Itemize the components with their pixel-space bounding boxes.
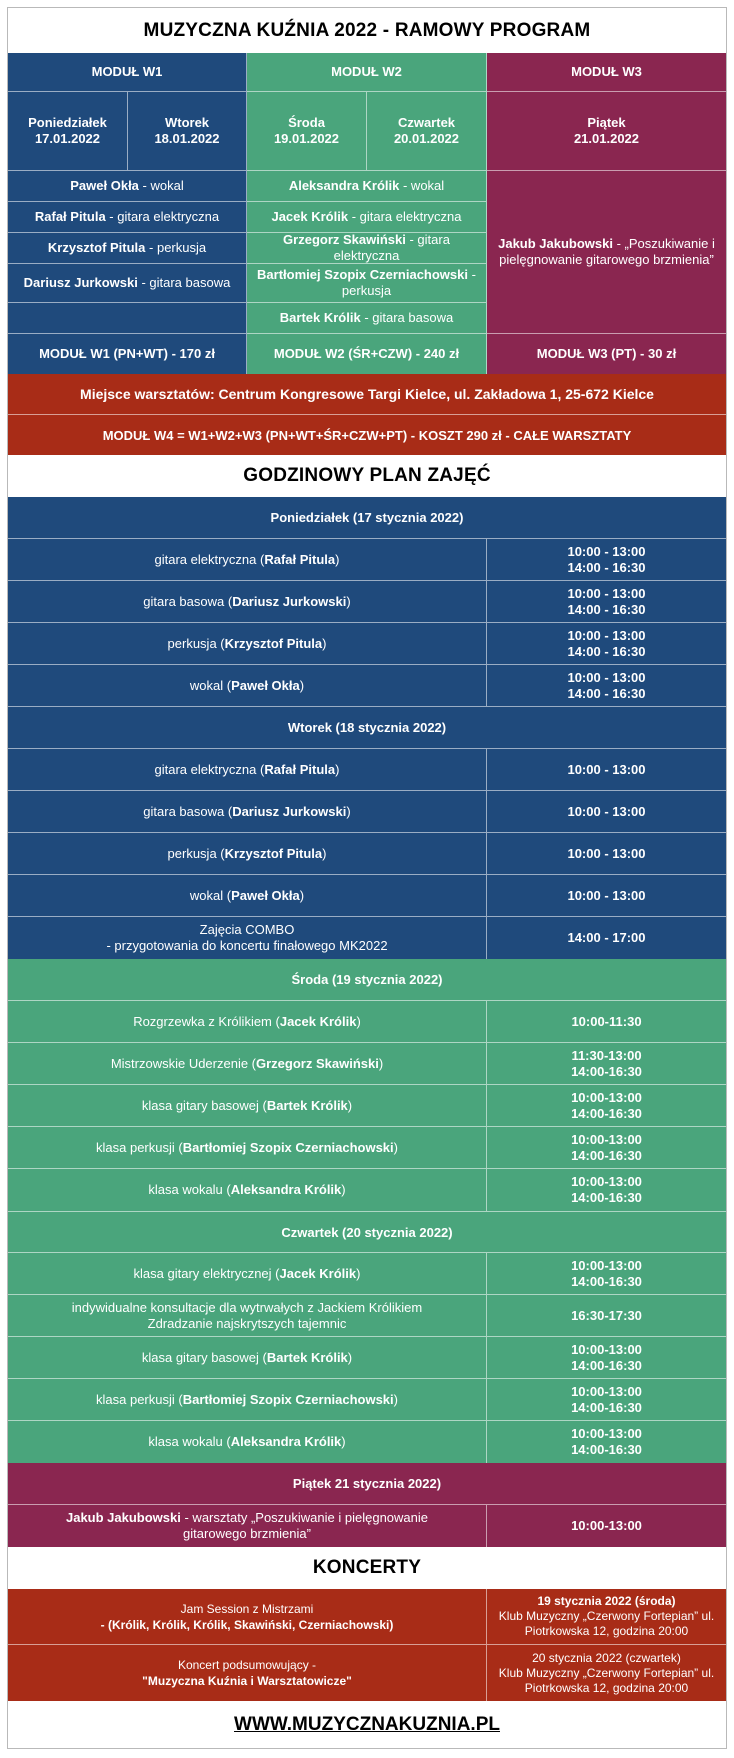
module-w4: MODUŁ W4 = W1+W2+W3 (PN+WT+ŚR+CZW+PT) - KOSZT 290 zł - CAŁE WARSZTATY [8, 415, 726, 455]
w2-instructor [247, 233, 487, 264]
paren: ) [393, 1391, 398, 1407]
concert-date: 20 stycznia 2022 (czwartek) [532, 1650, 681, 1665]
schedule-row-times [487, 1253, 726, 1295]
paren: ) [299, 887, 305, 903]
schedule-row-label [8, 917, 487, 959]
schedule-row-times [487, 1001, 726, 1043]
instructor-name: Jakub Jakubowski [498, 236, 613, 251]
schedule-row-label [8, 791, 487, 833]
paren: ) [347, 1097, 353, 1113]
w1-instructor [8, 171, 247, 202]
day-header-monday: Poniedziałek (17 stycznia 2022) [8, 497, 726, 539]
schedule-row-times [487, 581, 726, 623]
time-slot: 14:00-16:30 [571, 1357, 642, 1373]
time-slot: 14:00-16:30 [571, 1063, 642, 1079]
instructor-name: Jacek Królik [271, 209, 349, 224]
time-slot: 14:00 - 16:30 [567, 601, 646, 617]
class-name: wokal ( [189, 887, 232, 903]
instructor-role: - gitara elektryczna [333, 232, 450, 263]
price-w2: MODUŁ W2 (ŚR+CZW) - 240 zł [247, 334, 487, 374]
time-slot: 14:00 - 17:00 [567, 930, 646, 945]
time-slot: 14:00-16:30 [571, 1190, 642, 1205]
time-slot: 16:30-17:30 [571, 1307, 642, 1323]
class-name: klasa perkusji ( [96, 1391, 183, 1407]
teacher-name: Rafał Pitula [264, 551, 336, 567]
schedule-row-times [487, 1043, 726, 1085]
schedule-row-label [8, 1253, 487, 1295]
concert-line1: Jam Session z Mistrzami [180, 1601, 314, 1616]
day-monday-name: Poniedziałek [28, 115, 107, 130]
day-wednesday [247, 92, 367, 171]
teacher-name: Jacek Królik [279, 1013, 357, 1029]
paren: ) [347, 1349, 353, 1365]
concert-description [8, 1645, 487, 1701]
time-slot: 10:00 - 13:00 [567, 543, 646, 559]
schedule-row-label [8, 1505, 487, 1547]
class-name: klasa gitary basowej ( [141, 1097, 267, 1113]
instructor-name: Grzegorz Skawiński [283, 232, 406, 247]
paren: ) [356, 1013, 361, 1029]
schedule-row-label [8, 1127, 487, 1169]
instructor-role: - gitara elektryczna [348, 209, 462, 224]
paren: ) [322, 845, 327, 861]
schedule-row-times [487, 1505, 726, 1547]
class-name: klasa gitary basowej ( [141, 1349, 267, 1365]
w1-instructor [8, 233, 247, 264]
time-slot: 10:00-13:00 [571, 1131, 642, 1147]
instructor-role: - „Poszukiwanie i pielęgnowanie gitarowego brzmienia” [499, 236, 715, 267]
instructor-role: - gitara basowa [360, 310, 454, 325]
time-slot: 10:00-13:00 [571, 1174, 642, 1189]
instructor-role: - wokal [399, 178, 445, 193]
time-slot: 10:00-13:00 [571, 1518, 642, 1533]
concert-description [8, 1589, 487, 1645]
schedule-row-label [8, 581, 487, 623]
schedule-row-label [8, 1085, 487, 1127]
class-subtitle: - przygotowania do koncertu finałowego MK2022 [106, 938, 388, 953]
schedule-row-label [8, 539, 487, 581]
time-slot: 10:00 - 13:00 [567, 887, 646, 903]
time-slot: 11:30-13:00 [571, 1047, 642, 1063]
teacher-name: Aleksandra Królik [230, 1434, 342, 1449]
time-slot: 14:00 - 16:30 [567, 643, 646, 659]
concert-place: Klub Muzyczny „Czerwony Fortepian” ul. Piotrkowska 12, godzina 20:00 [498, 1665, 715, 1695]
schedule-row-times [487, 875, 726, 917]
schedule-row-times [487, 665, 726, 707]
price-w3: MODUŁ W3 (PT) - 30 zł [487, 334, 726, 374]
paren: ) [346, 593, 351, 609]
day-header-wednesday: Środa (19 stycznia 2022) [8, 959, 726, 1001]
class-name: indywidualne konsultacje dla wytrwałych z Jackiem Królikiem [71, 1299, 423, 1315]
day-wednesday-name: Środa [288, 115, 325, 130]
schedule-row-label [8, 665, 487, 707]
paren: ) [378, 1055, 384, 1071]
class-name: perkusja ( [167, 845, 225, 861]
time-slot: 10:00-11:30 [571, 1013, 642, 1029]
w1-empty-cell [8, 303, 247, 334]
module-w2-header: MODUŁ W2 [247, 53, 487, 92]
class-name: klasa perkusji ( [96, 1139, 183, 1155]
class-name: gitara basowa ( [143, 593, 233, 609]
schedule-row-times [487, 1169, 726, 1211]
class-name: Zajęcia COMBO [199, 922, 295, 937]
teacher-name: Bartłomiej Szopix Czerniachowski [182, 1139, 394, 1155]
price-w1: MODUŁ W1 (PN+WT) - 170 zł [8, 334, 247, 374]
teacher-name: Paweł Okła [231, 887, 300, 903]
concert-details [487, 1589, 726, 1645]
schedule-row-label [8, 1295, 487, 1337]
schedule-row-times [487, 1421, 726, 1463]
time-slot: 14:00-16:30 [571, 1147, 642, 1163]
class-name: klasa wokalu ( [148, 1182, 231, 1197]
teacher-name: Rafał Pitula [264, 761, 336, 777]
w1-instructor [8, 202, 247, 233]
schedule-row-times [487, 791, 726, 833]
instructor-name: Bartłomiej Szopix Czerniachowski [257, 267, 468, 282]
time-slot: 14:00-16:30 [571, 1105, 642, 1121]
instructor-name: Dariusz Jurkowski [23, 275, 138, 290]
schedule-row-times [487, 749, 726, 791]
time-slot: 10:00 - 13:00 [567, 845, 646, 861]
schedule-row-times [487, 917, 726, 959]
concert-place: Klub Muzyczny „Czerwony Fortepian” ul. Piotrkowska 12, godzina 20:00 [498, 1609, 715, 1638]
schedule-row-times [487, 539, 726, 581]
time-slot: 14:00-16:30 [571, 1273, 642, 1289]
paren: ) [322, 635, 327, 651]
teacher-name: Krzysztof Pitula [224, 845, 323, 861]
paren: ) [346, 803, 351, 819]
paren: ) [393, 1139, 398, 1155]
module-w1-header: MODUŁ W1 [8, 53, 247, 92]
instructor-name: Paweł Okła [70, 178, 139, 193]
concert-line2: - (Królik, Królik, Królik, Skawiński, Czerniachowski) [100, 1617, 394, 1632]
class-name: Mistrzowskie Uderzenie ( [110, 1055, 257, 1071]
concert-details [487, 1645, 726, 1701]
website-link[interactable]: WWW.MUZYCZNAKUZNIA.PL [234, 1713, 500, 1735]
schedule-row-times [487, 1127, 726, 1169]
w2-instructor [247, 202, 487, 233]
class-name: - warsztaty „Poszukiwanie i pielęgnowanie gitarowego brzmienia” [180, 1510, 428, 1541]
day-friday-name: Piątek [587, 115, 626, 130]
time-slot: 10:00 - 13:00 [567, 803, 646, 819]
teacher-name: Dariusz Jurkowski [232, 593, 347, 609]
schedule-row-label [8, 1337, 487, 1379]
schedule-row-label [8, 875, 487, 917]
class-name: klasa gitary elektrycznej ( [133, 1265, 280, 1281]
day-tuesday [128, 92, 247, 171]
instructor-role: - gitara basowa [137, 275, 231, 290]
instructor-role: - wokal [138, 178, 184, 193]
schedule-row-label [8, 1421, 487, 1463]
class-name: perkusja ( [167, 635, 225, 651]
day-header-friday: Piątek 21 stycznia 2022) [8, 1463, 726, 1505]
time-slot: 10:00 - 13:00 [567, 585, 646, 601]
schedule-row-label [8, 1043, 487, 1085]
instructor-role: - perkusja [341, 267, 476, 298]
time-slot: 10:00-13:00 [571, 1426, 642, 1441]
time-slot: 14:00-16:30 [571, 1442, 642, 1457]
time-slot: 10:00-13:00 [571, 1383, 642, 1399]
day-friday [487, 92, 726, 171]
schedule-row-label [8, 749, 487, 791]
schedule-row-times [487, 833, 726, 875]
schedule-row-times [487, 1379, 726, 1421]
schedule-row-times [487, 1085, 726, 1127]
w3-instructor [487, 171, 726, 334]
concert-date: 19 stycznia 2022 (środa) [537, 1594, 676, 1608]
day-tuesday-date: 18.01.2022 [154, 131, 220, 146]
teacher-name: Aleksandra Królik [230, 1182, 342, 1197]
w2-instructor [247, 171, 487, 202]
schedule-row-label [8, 623, 487, 665]
day-thursday-date: 20.01.2022 [393, 131, 460, 146]
time-slot: 14:00 - 16:30 [567, 685, 646, 701]
class-name: gitara basowa ( [143, 803, 233, 819]
teacher-name: Jakub Jakubowski [65, 1510, 181, 1525]
paren: ) [341, 1434, 346, 1449]
day-header-thursday: Czwartek (20 stycznia 2022) [8, 1211, 726, 1253]
w2-instructor [247, 303, 487, 334]
time-slot: 10:00-13:00 [571, 1089, 642, 1105]
time-slot: 10:00-13:00 [571, 1257, 642, 1273]
day-monday-date: 17.01.2022 [34, 131, 101, 146]
schedule-row-times [487, 1295, 726, 1337]
w1-instructor [8, 264, 247, 303]
day-friday-date: 21.01.2022 [573, 131, 640, 146]
day-header-tuesday: Wtorek (18 stycznia 2022) [8, 707, 726, 749]
teacher-name: Grzegorz Skawiński [256, 1055, 379, 1071]
day-wednesday-date: 19.01.2022 [273, 131, 340, 146]
day-thursday-name: Czwartek [397, 115, 456, 130]
w2-instructor [247, 264, 487, 303]
instructor-name: Aleksandra Królik [288, 178, 400, 193]
paren: ) [356, 1265, 361, 1281]
concert-line2: "Muzyczna Kuźnia i Warsztatowicze" [142, 1674, 352, 1688]
teacher-name: Bartek Królik [266, 1097, 348, 1113]
instructor-name: Krzysztof Pitula [47, 240, 146, 255]
schedule-row-label [8, 1001, 487, 1043]
class-name: wokal ( [189, 677, 232, 693]
teacher-name: Paweł Okła [231, 677, 300, 693]
time-slot: 10:00 - 13:00 [567, 761, 646, 777]
time-slot: 10:00 - 13:00 [567, 669, 646, 685]
schedule-title: GODZINOWY PLAN ZAJĘĆ [8, 455, 726, 497]
instructor-name: Rafał Pitula [34, 209, 106, 224]
paren: ) [335, 761, 340, 777]
class-subtitle: Zdradzanie najskrytszych tajemnic [147, 1315, 347, 1331]
schedule-row-times [487, 1337, 726, 1379]
paren: ) [299, 677, 305, 693]
day-monday [8, 92, 128, 171]
page-title: MUZYCZNA KUŹNIA 2022 - RAMOWY PROGRAM [8, 8, 726, 53]
class-name: gitara elektryczna ( [154, 761, 265, 777]
schedule-row-label [8, 1169, 487, 1211]
day-thursday [367, 92, 487, 171]
class-name: klasa wokalu ( [148, 1434, 231, 1449]
teacher-name: Jacek Królik [279, 1265, 357, 1281]
schedule-row-times [487, 623, 726, 665]
venue: Miejsce warsztatów: Centrum Kongresowe Targi Kielce, ul. Zakładowa 1, 25-672 Kielce [8, 374, 726, 415]
teacher-name: Bartłomiej Szopix Czerniachowski [182, 1391, 394, 1407]
time-slot: 14:00 - 16:30 [567, 559, 646, 575]
class-name: Rozgrzewka z Królikiem ( [133, 1013, 280, 1029]
instructor-role: - perkusja [145, 240, 207, 255]
concerts-title: KONCERTY [8, 1547, 726, 1589]
time-slot: 14:00-16:30 [571, 1399, 642, 1415]
class-name: gitara elektryczna ( [154, 551, 265, 567]
time-slot: 10:00-13:00 [571, 1341, 642, 1357]
time-slot: 10:00 - 13:00 [567, 627, 646, 643]
paren: ) [341, 1182, 346, 1197]
footer [8, 1701, 726, 1748]
concert-line1: Koncert podsumowujący - [177, 1658, 317, 1672]
day-tuesday-name: Wtorek [164, 115, 210, 130]
schedule-row-label [8, 833, 487, 875]
paren: ) [335, 551, 340, 567]
teacher-name: Krzysztof Pitula [224, 635, 323, 651]
instructor-role: - gitara elektryczna [105, 209, 220, 224]
schedule-row-label [8, 1379, 487, 1421]
instructor-name: Bartek Królik [279, 310, 361, 325]
module-w3-header: MODUŁ W3 [487, 53, 726, 92]
teacher-name: Bartek Królik [266, 1349, 348, 1365]
teacher-name: Dariusz Jurkowski [232, 803, 347, 819]
